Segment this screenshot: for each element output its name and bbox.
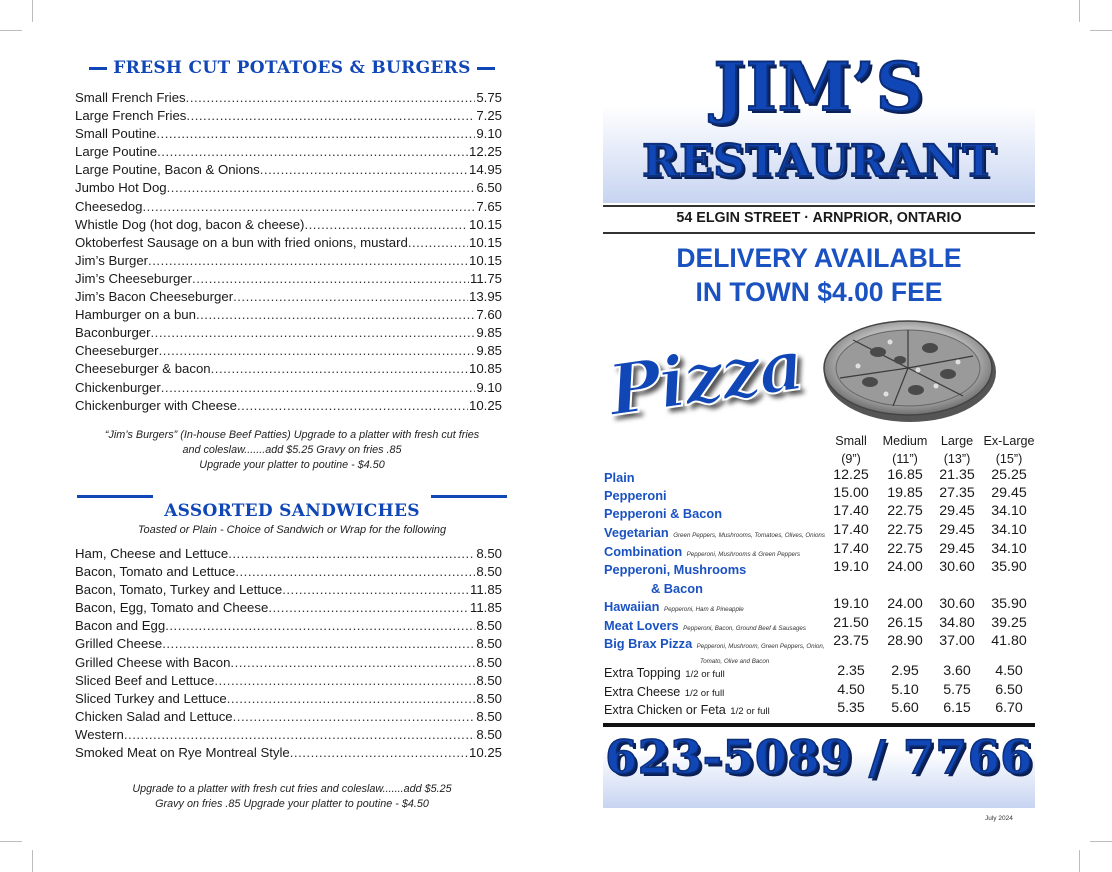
extra-name: Extra Cheese xyxy=(604,685,681,699)
menu-item-price: 10.25 xyxy=(468,397,502,413)
pizza-price: 17.40 xyxy=(833,541,869,557)
menu-item-name: Large Poutine, Bacon & Onions xyxy=(75,162,260,178)
menu-item-price: 10.25 xyxy=(468,745,502,761)
pizza-description: Tomato, Olive and Bacon xyxy=(700,658,770,665)
pizza-row xyxy=(604,505,722,523)
menu-item-row xyxy=(75,234,502,252)
menu-item-name: Cheeseburger & bacon xyxy=(75,361,211,377)
extra-price: 2.35 xyxy=(837,663,865,679)
title-dash xyxy=(477,67,495,70)
pizza-name-continued: & Bacon xyxy=(651,581,703,596)
menu-item-row xyxy=(75,599,502,617)
menu-item-name: Western xyxy=(75,726,124,742)
pizza-name: Meat Lovers xyxy=(604,618,679,633)
menu-item-row xyxy=(75,89,502,107)
pizza-name: Pepperoni, Mushrooms xyxy=(604,562,747,577)
menu-item-row xyxy=(75,161,502,179)
divider xyxy=(603,232,1035,234)
menu-item-price: 8.50 xyxy=(476,726,502,742)
pizza-price: 12.25 xyxy=(833,467,869,483)
dot-leader xyxy=(230,654,475,672)
pizza-price: 30.60 xyxy=(939,596,975,612)
menu-item-price: 7.60 xyxy=(476,307,502,323)
menu-item-price: 8.50 xyxy=(476,564,502,580)
menu-item-price: 5.75 xyxy=(476,90,502,105)
crop-mark xyxy=(1090,841,1112,842)
menu-item-row xyxy=(75,143,502,161)
dot-leader xyxy=(233,288,468,306)
pizza-row-continued xyxy=(651,580,703,598)
pizza-price: 34.80 xyxy=(939,615,975,631)
menu-item-row xyxy=(75,545,502,563)
menu-item-row xyxy=(75,672,502,690)
extra-price: 3.60 xyxy=(943,663,971,679)
menu-item-row xyxy=(75,690,502,708)
dot-leader xyxy=(124,726,475,744)
menu-item-row xyxy=(75,744,502,762)
pizza-heading: Pizza xyxy=(603,322,807,433)
dot-leader xyxy=(148,252,468,270)
size-inches: (9”) xyxy=(841,452,861,466)
pizza-price: 34.10 xyxy=(991,503,1027,519)
pizza-price: 21.35 xyxy=(939,467,975,483)
size-name: Small xyxy=(835,434,867,448)
size-name: Ex-Large xyxy=(983,434,1035,448)
dot-leader xyxy=(237,397,468,415)
pizza-row xyxy=(604,543,800,561)
title-bar xyxy=(431,495,507,498)
extra-note: 1/2 or full xyxy=(730,706,770,717)
pizza-price: 39.25 xyxy=(991,615,1027,631)
menu-item-name: Large Poutine xyxy=(75,144,158,160)
menu-item-name: Ham, Cheese and Lettuce xyxy=(75,546,229,561)
pizza-price: 16.85 xyxy=(887,467,923,483)
phone-number: 623-5089 / 7766 xyxy=(605,730,1033,784)
size-inches: (13”) xyxy=(943,452,971,466)
pizza-price: 24.00 xyxy=(887,596,923,612)
size-inches: (11”) xyxy=(892,452,918,466)
menu-item-price: 8.50 xyxy=(476,618,502,634)
extra-note: 1/2 or full xyxy=(684,688,725,699)
menu-item-row xyxy=(75,379,502,397)
pizza-price: 21.50 xyxy=(833,615,869,631)
extra-price: 4.50 xyxy=(995,663,1023,679)
menu-item-name: Grilled Cheese xyxy=(75,636,163,652)
dot-leader xyxy=(282,581,469,599)
dot-leader xyxy=(142,198,475,216)
menu-item-name: Bacon, Egg, Tomato and Cheese xyxy=(75,600,269,616)
pizza-price: 29.45 xyxy=(939,503,975,519)
menu-item-price: 6.50 xyxy=(476,180,502,196)
menu-item-price: 10.85 xyxy=(468,361,502,377)
menu-item-row xyxy=(75,635,502,653)
pizza-price: 19.85 xyxy=(887,485,923,501)
menu-item-price: 12.25 xyxy=(468,144,502,160)
extra-row xyxy=(604,683,724,701)
extra-price: 5.10 xyxy=(891,682,919,698)
pizza-price: 15.00 xyxy=(833,485,869,501)
size-name: Large xyxy=(940,434,974,448)
dot-leader xyxy=(167,179,476,197)
menu-item-name: Jim’s Burger xyxy=(75,252,149,268)
section-title-potatoes-burgers: FRESH CUT POTATOES & BURGERS xyxy=(75,58,509,78)
menu-item-name: Hamburger on a bun xyxy=(75,307,196,323)
extra-name: Extra Topping xyxy=(604,666,681,680)
menu-item-price: 11.85 xyxy=(469,582,502,598)
menu-item-name: Jumbo Hot Dog xyxy=(75,180,167,196)
title-dash xyxy=(89,67,107,70)
dot-leader xyxy=(156,125,475,143)
dot-leader xyxy=(290,744,468,762)
extra-row xyxy=(604,664,725,682)
extra-price: 6.70 xyxy=(995,700,1023,716)
pizza-description: Pepperoni, Bacon, Ground Beef & Sausages xyxy=(683,625,806,632)
address: 54 ELGIN STREET · ARNPRIOR, ONTARIO xyxy=(676,210,962,226)
pizza-price: 17.40 xyxy=(833,503,869,519)
logo-line-2: RESTAURANT xyxy=(642,136,996,187)
extra-row xyxy=(604,701,770,719)
dot-leader xyxy=(161,379,476,397)
menu-item-price: 10.15 xyxy=(468,216,502,232)
menu-item-row xyxy=(75,252,502,270)
pizza-price: 22.75 xyxy=(887,522,923,538)
burger-note: “Jim’s Burgers” (In-house Beef Patties) Upgrade to a platter with fresh cut fries and coleslaw.......add $5.25 Gravy on fries .85 Upgrade your platter to poutine - $4.50 xyxy=(104,429,480,471)
menu-item-row xyxy=(75,617,502,635)
menu-item-price: 8.50 xyxy=(476,708,502,724)
dot-leader xyxy=(227,690,476,708)
pizza-price: 24.00 xyxy=(887,559,923,575)
pizza-price: 19.10 xyxy=(833,559,869,575)
dot-leader xyxy=(304,216,468,234)
dot-leader xyxy=(186,107,475,125)
menu-item-name: Jim’s Cheeseburger xyxy=(75,270,193,286)
dot-leader xyxy=(211,360,468,378)
pizza-row xyxy=(604,487,667,505)
menu-item-row xyxy=(75,179,502,197)
menu-item-name: Grilled Cheese with Bacon xyxy=(75,654,231,670)
menu-item-price: 7.65 xyxy=(476,198,502,214)
pizza-price: 29.45 xyxy=(939,522,975,538)
menu-item-name: Baconburger xyxy=(75,325,151,341)
menu-item-row xyxy=(75,125,502,143)
divider-thick xyxy=(603,723,1035,727)
pizza-description: Pepperoni, Mushroom, Green Peppers, Onion, xyxy=(696,643,825,650)
pizza-price: 27.35 xyxy=(939,485,975,501)
pizza-price: 28.90 xyxy=(887,633,923,649)
menu-item-row xyxy=(75,397,502,415)
pizza-price: 23.75 xyxy=(833,633,869,649)
dot-leader xyxy=(235,563,475,581)
pizza-image xyxy=(818,314,998,426)
menu-item-name: Sliced Beef and Lettuce xyxy=(75,672,215,688)
menu-item-row xyxy=(75,324,502,342)
menu-item-row xyxy=(75,563,502,581)
pizza-price: 22.75 xyxy=(887,541,923,557)
pizza-price: 22.75 xyxy=(887,503,923,519)
menu-item-price: 9.85 xyxy=(476,343,502,359)
menu-item-name: Whistle Dog (hot dog, bacon & cheese) xyxy=(75,216,305,232)
crop-mark xyxy=(1090,30,1112,31)
menu-item-name: Smoked Meat on Rye Montreal Style xyxy=(75,745,290,761)
pizza-price: 26.15 xyxy=(887,615,923,631)
pizza-row xyxy=(604,524,825,542)
extra-price: 5.75 xyxy=(943,682,971,698)
logo-line-1: JIM’S xyxy=(713,48,925,126)
dot-leader xyxy=(268,599,469,617)
menu-item-name: Cheesedog xyxy=(75,198,143,214)
pizza-name: Combination xyxy=(604,544,683,559)
pizza-name: Big Brax Pizza xyxy=(604,636,693,651)
menu-item-row xyxy=(75,270,502,288)
dot-leader xyxy=(260,161,468,179)
delivery-line-1: DELIVERY AVAILABLE xyxy=(676,243,962,273)
menu-item-price: 8.50 xyxy=(476,546,502,561)
dot-leader xyxy=(151,324,476,342)
menu-item-row xyxy=(75,107,502,125)
extra-name: Extra Chicken or Feta xyxy=(604,703,726,717)
crop-mark xyxy=(0,841,22,842)
menu-item-price: 11.75 xyxy=(469,270,502,286)
menu-item-row xyxy=(75,306,502,324)
pizza-price: 19.10 xyxy=(833,596,869,612)
section-title-sandwiches: ASSORTED SANDWICHES xyxy=(75,495,509,517)
menu-item-name: Small Poutine xyxy=(75,126,157,142)
pizza-price: 17.40 xyxy=(833,522,869,538)
dot-leader xyxy=(192,270,469,288)
pizza-row xyxy=(604,561,746,579)
title-bar xyxy=(77,495,153,498)
sandwich-list xyxy=(75,545,502,762)
menu-item-name: Small French Fries xyxy=(75,90,186,105)
extra-price: 5.60 xyxy=(891,700,919,716)
potatoes-burgers-list xyxy=(75,89,502,415)
dot-leader xyxy=(162,635,475,653)
menu-item-row xyxy=(75,216,502,234)
menu-item-row xyxy=(75,198,502,216)
pizza-name: Plain xyxy=(604,470,635,485)
size-inches: (15”) xyxy=(995,452,1023,466)
pizza-price: 29.45 xyxy=(991,485,1027,501)
pizza-row xyxy=(604,617,806,635)
pizza-price: 35.90 xyxy=(991,596,1027,612)
menu-item-price: 9.10 xyxy=(476,126,502,142)
menu-item-name: Chicken Salad and Lettuce xyxy=(75,708,233,724)
menu-item-name: Jim’s Bacon Cheeseburger xyxy=(75,289,234,305)
divider xyxy=(603,205,1035,207)
menu-item-name: Chickenburger with Cheese xyxy=(75,397,237,413)
dot-leader xyxy=(214,672,475,690)
menu-item-price: 8.50 xyxy=(476,636,502,652)
pizza-price: 30.60 xyxy=(939,559,975,575)
dot-leader xyxy=(233,708,476,726)
menu-item-row xyxy=(75,581,502,599)
dot-leader xyxy=(228,545,475,563)
menu-item-price: 8.50 xyxy=(476,690,502,706)
menu-item-name: Bacon and Egg xyxy=(75,618,166,634)
menu-item-name: Large French Fries xyxy=(75,108,187,124)
menu-item-row xyxy=(75,654,502,672)
pizza-price: 25.25 xyxy=(991,467,1027,483)
menu-item-price: 8.50 xyxy=(476,654,502,670)
crop-mark xyxy=(1079,850,1080,872)
pizza-price: 41.80 xyxy=(991,633,1027,649)
dot-leader xyxy=(159,342,476,360)
menu-date: July 2024 xyxy=(985,815,1013,822)
extra-price: 5.35 xyxy=(837,700,865,716)
menu-item-price: 7.25 xyxy=(476,108,502,124)
menu-item-row xyxy=(75,342,502,360)
menu-item-name: Bacon, Tomato and Lettuce xyxy=(75,564,236,580)
menu-item-name: Oktoberfest Sausage on a bun with fried onions, mustard xyxy=(75,234,408,250)
menu-item-row xyxy=(75,360,502,378)
menu-item-price: 10.15 xyxy=(468,234,502,250)
crop-mark xyxy=(0,30,22,31)
pizza-description: Pepperoni, Ham & Pineapple xyxy=(663,606,744,613)
pizza-price: 37.00 xyxy=(939,633,975,649)
extra-price: 6.50 xyxy=(995,682,1023,698)
extra-price: 6.15 xyxy=(943,700,971,716)
crop-mark xyxy=(1079,0,1080,22)
menu-item-name: Cheeseburger xyxy=(75,343,159,359)
pizza-description: Pepperoni, Mushrooms & Green Peppers xyxy=(686,551,801,558)
menu-item-name: Chickenburger xyxy=(75,379,161,395)
menu-item-price: 9.10 xyxy=(476,379,502,395)
menu-item-name: Bacon, Tomato, Turkey and Lettuce xyxy=(75,582,283,598)
delivery-line-2: IN TOWN $4.00 FEE xyxy=(695,277,943,307)
extra-price: 4.50 xyxy=(837,682,865,698)
menu-item-price: 11.85 xyxy=(469,600,502,616)
sandwich-subtitle: Toasted or Plain - Choice of Sandwich or Wrap for the following xyxy=(137,524,447,536)
pizza-description: Green Peppers, Mushrooms, Tomatoes, Olives, Onions xyxy=(673,532,825,539)
pizza-name: Pepperoni xyxy=(604,488,667,503)
pizza-name: Pepperoni & Bacon xyxy=(604,506,723,521)
menu-item-row xyxy=(75,288,502,306)
pizza-name: Hawaiian xyxy=(604,599,660,614)
menu-item-price: 13.95 xyxy=(468,289,502,305)
menu-item-price: 9.85 xyxy=(476,325,502,341)
crop-mark xyxy=(32,850,33,872)
pizza-row xyxy=(604,469,635,487)
menu-item-name: Sliced Turkey and Lettuce xyxy=(75,690,227,706)
dot-leader xyxy=(196,306,475,324)
menu-item-price: 14.95 xyxy=(468,162,502,178)
pizza-row xyxy=(604,598,744,616)
menu-item-row xyxy=(75,726,502,744)
dot-leader xyxy=(165,617,475,635)
dot-leader xyxy=(408,234,468,252)
size-name: Medium xyxy=(882,434,928,448)
pizza-price: 29.45 xyxy=(939,541,975,557)
pizza-price: 34.10 xyxy=(991,522,1027,538)
menu-item-price: 8.50 xyxy=(476,672,502,688)
extra-price: 2.95 xyxy=(891,663,919,679)
menu-item-price: 10.15 xyxy=(468,252,502,268)
extra-note: 1/2 or full xyxy=(685,669,725,680)
menu-item-row xyxy=(75,708,502,726)
pizza-name: Vegetarian xyxy=(604,525,669,540)
dot-leader xyxy=(157,143,468,161)
sandwich-note: Upgrade to a platter with fresh cut fries and coleslaw.......add $5.25 Gravy on fries .85 Upgrade your platter to poutine - $4.50 xyxy=(132,783,452,810)
pizza-price: 35.90 xyxy=(991,559,1027,575)
pizza-price: 34.10 xyxy=(991,541,1027,557)
dot-leader xyxy=(186,89,476,107)
crop-mark xyxy=(32,0,33,22)
